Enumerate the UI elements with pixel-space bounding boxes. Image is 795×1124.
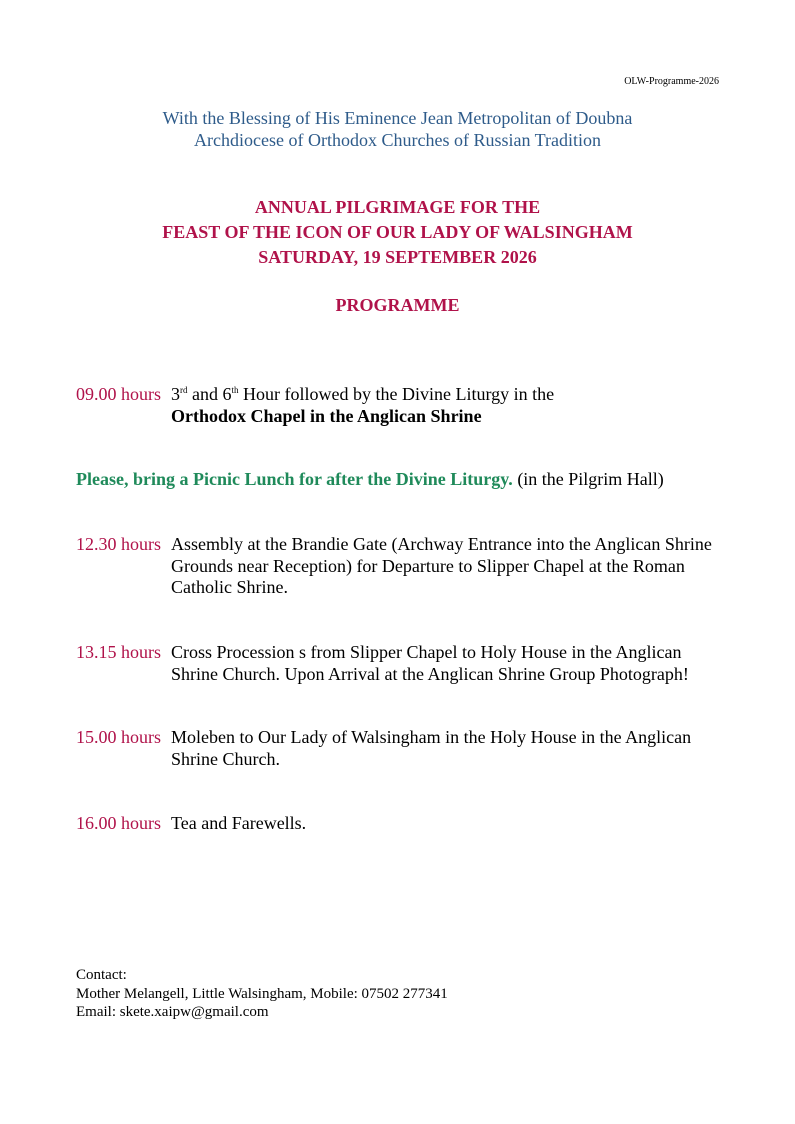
location-line: Orthodox Chapel in the Anglican Shrine (171, 405, 482, 426)
schedule-description (171, 384, 721, 427)
schedule-time: 13.15 hours (76, 642, 161, 662)
schedule-time: 12.30 hours (76, 534, 161, 554)
title-line-3: SATURDAY, 19 SEPTEMBER 2026 (258, 247, 537, 267)
contact-label: Contact: (76, 967, 127, 983)
picnic-highlight: Please, bring a Picnic Lunch for after the Divine Liturgy. (76, 469, 513, 489)
schedule-time: 16.00 hours (76, 813, 161, 833)
picnic-location: (in the Pilgrim Hall) (512, 469, 664, 489)
event-title (0, 195, 795, 270)
schedule-description: Moleben to Our Lady of Walsingham in the Holy House in the Anglican Shrine Church. (171, 727, 692, 769)
contact-email: Email: skete.xaipw@gmail.com (76, 1004, 269, 1020)
schedule-line (171, 384, 721, 406)
ordinal-suffix: th (231, 385, 239, 395)
picnic-note (76, 469, 664, 490)
contact-block (76, 966, 448, 1022)
blessing-header (0, 107, 795, 151)
text-part: 3 (171, 384, 180, 404)
ordinal-suffix: rd (180, 385, 188, 395)
blessing-line-2: Archdiocese of Orthodox Churches of Russian Tradition (194, 130, 601, 150)
document-reference: OLW-Programme-2026 (624, 76, 719, 87)
schedule-time: 15.00 hours (76, 727, 161, 747)
blessing-line-1: With the Blessing of His Eminence Jean Metropolitan of Doubna (162, 108, 633, 128)
schedule-time: 09.00 hours (76, 384, 161, 404)
text-part: and 6 (187, 384, 232, 404)
title-line-2: FEAST OF THE ICON OF OUR LADY OF WALSINGHAM (162, 222, 633, 242)
title-line-1: ANNUAL PILGRIMAGE FOR THE (254, 197, 541, 217)
schedule-description: Assembly at the Brandie Gate (Archway Entrance into the Anglican Shrine Grounds near Reception) for Departure to Slipper Chapel at the Roman Catholic Shrine. (171, 534, 712, 597)
programme-heading: PROGRAMME (335, 295, 460, 315)
schedule-description: Cross Procession s from Slipper Chapel to Holy House in the Anglican Shrine Church. Upon Arrival at the Anglican Shrine Group Photograph! (171, 642, 689, 684)
contact-phone: Mother Melangell, Little Walsingham, Mobile: 07502 277341 (76, 985, 448, 1002)
schedule-description: Tea and Farewells. (171, 813, 307, 833)
text-part: Hour followed by the Divine Liturgy in the (238, 384, 555, 404)
